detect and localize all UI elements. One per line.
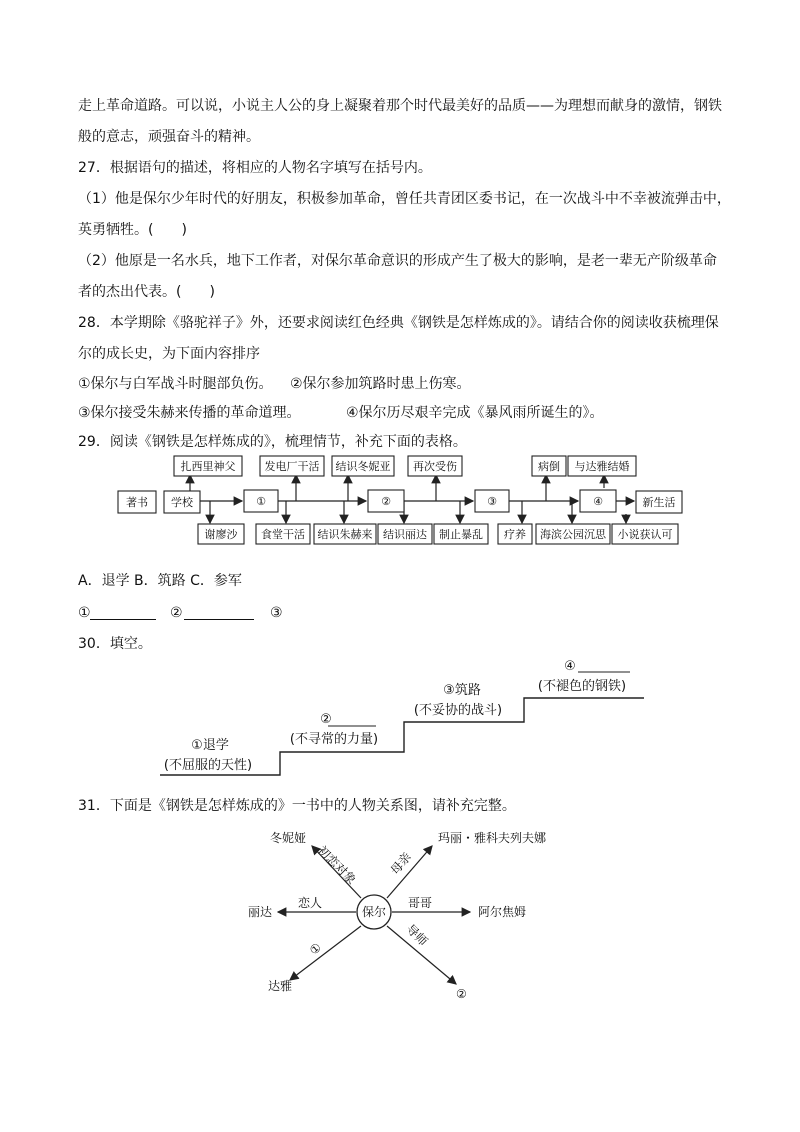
flow-bottom-label-3: 结识朱赫来 xyxy=(317,528,373,541)
person-artyom: 阿尔焦姆 xyxy=(478,905,527,919)
person-mother: 玛丽・雅科夫列夫娜 xyxy=(438,831,547,845)
flow-end-label: 新生活 xyxy=(642,496,676,509)
flow-bottom-label-4: 结识丽达 xyxy=(383,528,427,541)
relation-blank-1: ① xyxy=(306,940,325,958)
q27-item2-line1: （2）他原是一名水兵，地下工作者，对保尔革命意识的形成产生了极大的影响，是老一辈无产阶级革命 xyxy=(78,253,717,269)
step-4-title: ④ xyxy=(564,659,576,674)
q28-option-1: ①保尔与白军战斗时腿部负伤。 xyxy=(78,376,273,392)
q29-answer-2-label: ② xyxy=(170,605,183,621)
flow-top-label-4: 再次受伤 xyxy=(413,460,457,473)
flow-blank-3-label: ③ xyxy=(487,495,497,508)
relation-brother: 哥哥 xyxy=(407,896,433,910)
intro-line-2: 般的意志，顽强奋斗的精神。 xyxy=(78,129,260,145)
person-tonya: 冬妮娅 xyxy=(270,831,307,845)
flow-bottom-label-6: 疗养 xyxy=(504,528,526,541)
flow-blank-4-label: ④ xyxy=(593,495,603,508)
q28-stem-line2: 尔的成长史，为下面内容排序 xyxy=(78,346,260,362)
step-1-title: ①退学 xyxy=(191,738,229,753)
center-name: 保尔 xyxy=(361,905,387,919)
flow-top-label-5: 病倒 xyxy=(538,460,560,473)
step-3-title: ③筑路 xyxy=(443,683,481,698)
flow-bottom-label-2: 食堂干活 xyxy=(261,528,305,541)
step-3-sub: (不妥协的战斗) xyxy=(413,703,503,718)
flow-school-label: 学校 xyxy=(171,496,193,509)
q29-stem: 29．阅读《钢铁是怎样炼成的》，梳理情节，补充下面的表格。 xyxy=(78,434,467,450)
q28-option-3: ③保尔接受朱赫来传播的革命道理。 xyxy=(78,405,301,421)
flow-top-label-2: 发电厂干活 xyxy=(264,460,320,473)
flow-bottom-label-7: 海滨公园沉思 xyxy=(540,528,606,541)
q29-answer-1-label: ① xyxy=(78,605,91,621)
q27-item1-line2: 英勇牺牲。( ) xyxy=(78,222,187,238)
step-2-title: ② xyxy=(320,712,332,727)
flow-start-label: 著书 xyxy=(126,496,148,509)
q27-item2-line2: 者的杰出代表。( ) xyxy=(78,284,215,300)
q27-item1-line1: （1）他是保尔少年时代的好朋友，积极参加革命，曾任共青团区委书记，在一次战斗中不幸被流弹击中， xyxy=(78,191,731,207)
flow-top-label-6: 与达雅结婚 xyxy=(574,460,630,473)
relation-lover: 恋人 xyxy=(297,896,323,910)
step-2-sub: (不寻常的力量) xyxy=(289,732,379,747)
flow-bottom-label-8: 小说获认可 xyxy=(617,528,673,541)
relation-mentor: 导师 xyxy=(403,921,431,949)
step-1-sub: (不屈服的天性) xyxy=(163,758,253,773)
q29-options: A．退学 B．筑路 C．参军 xyxy=(78,573,242,589)
q30-stem: 30．填空。 xyxy=(78,636,152,652)
flow-top-label-3: 结识冬妮亚 xyxy=(335,460,391,473)
q29-answer-3-label: ③ xyxy=(270,605,283,621)
q28-option-4: ④保尔历尽艰辛完成《暴风雨所诞生的》。 xyxy=(346,405,604,421)
person-taya: 达雅 xyxy=(268,979,293,993)
flow-top-label-1: 扎西里神父 xyxy=(180,460,236,473)
flow-blank-1-label: ① xyxy=(256,495,266,508)
relation-first-love: 初恋对象 xyxy=(314,843,359,888)
flow-bottom-label-5: 制止暴乱 xyxy=(439,528,483,541)
q28-stem-line1: 28．本学期除《骆驼祥子》外，还要求阅读红色经典《钢铁是怎样炼成的》。请结合你的阅读收获梳理保 xyxy=(78,315,719,331)
q28-option-2: ②保尔参加筑路时患上伤寒。 xyxy=(290,376,471,392)
flow-bottom-label-1: 谢廖沙 xyxy=(204,528,238,541)
q27-stem: 27．根据语句的描述，将相应的人物名字填写在括号内。 xyxy=(78,160,432,176)
person-blank-2: ② xyxy=(456,987,467,1001)
intro-line-1: 走上革命道路。可以说，小说主人公的身上凝聚着那个时代最美好的品质——为理想而献身的激情，钢铁 xyxy=(78,98,722,114)
relation-mother: 母亲 xyxy=(387,849,415,878)
step-4-sub: (不褪色的钢铁) xyxy=(537,679,627,694)
q31-stem: 31．下面是《钢铁是怎样炼成的》一书中的人物关系图，请补充完整。 xyxy=(78,798,516,814)
person-rita: 丽达 xyxy=(248,905,273,919)
flow-blank-2-label: ② xyxy=(381,495,391,508)
